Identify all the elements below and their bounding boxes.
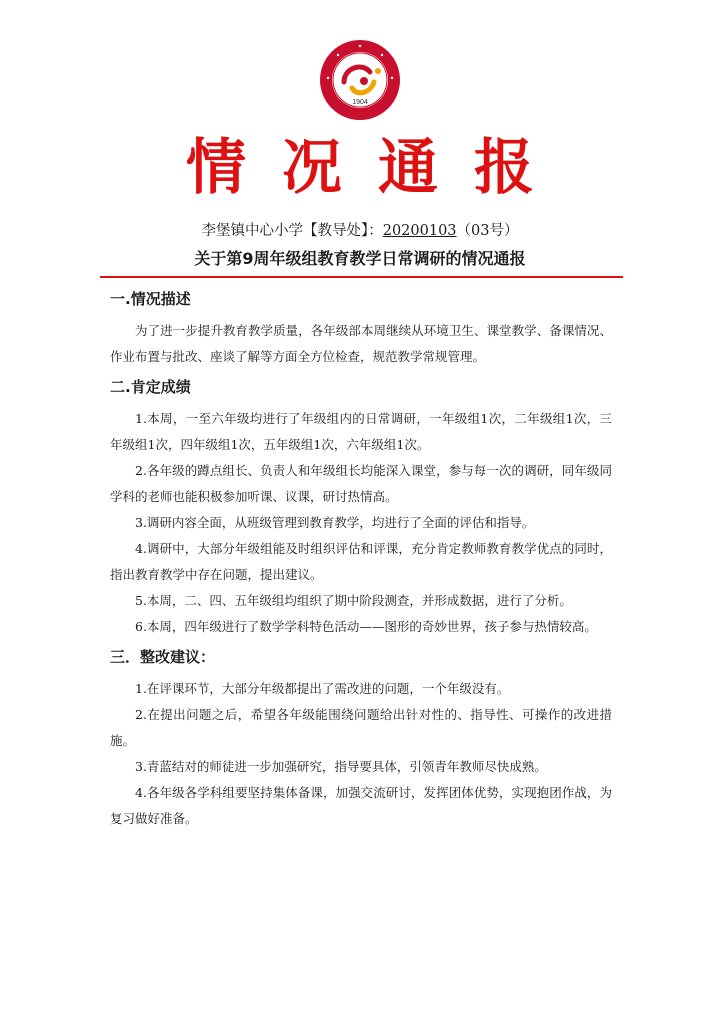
section-achievements [110, 376, 612, 640]
document-subtitle: 关于第9周年级组教育教学日常调研的情况通报 [194, 249, 526, 268]
list-item: 4.调研中，大部分年级组能及时组织评估和评课，充分肯定教师教育教学优点的同时，指出教育教学中存在问题，提出建议。 [110, 541, 612, 582]
section-heading: 一.情况描述 [110, 290, 191, 308]
list-item: 5.本周，二、四、五年级组均组织了期中阶段测查，并形成数据，进行了分析。 [135, 593, 572, 608]
section-situation [110, 288, 612, 370]
issuer-label: 李堡镇中心小学【教导处】： [201, 223, 383, 239]
logo-year: 1904 [352, 99, 368, 106]
school-seal-icon [318, 38, 402, 122]
list-item: 1.在评课环节，大部分年级都提出了需改进的问题，一个年级没有。 [135, 681, 510, 696]
document-issue: （03号） [456, 223, 519, 239]
list-item: 6.本周，四年级进行了数学学科特色活动——图形的奇妙世界，孩子参与热情较高。 [135, 619, 597, 634]
section-heading: 三．整改建议： [110, 648, 216, 666]
document-title: 情况通报 [186, 133, 570, 203]
header-divider [100, 276, 623, 278]
section-heading: 二.肯定成绩 [110, 378, 191, 396]
list-item: 2.各年级的蹲点组长、负责人和年级组长均能深入课堂，参与每一次的调研，同年级同学科的老师也能积极参加听课、议课，研讨热情高。 [110, 463, 612, 504]
paragraph: 为了进一步提升教育教学质量，各年级部本周继续从环境卫生、课堂教学、备课情况、作业布置与批改、座谈了解等方面全方位检查，规范教学常规管理。 [110, 323, 612, 364]
document-number-line [0, 220, 720, 242]
list-item: 4.各年级各学科组要坚持集体备课，加强交流研讨，发挥团体优势，实现抱团作战，为复习做好准备。 [110, 785, 612, 826]
document-body [110, 288, 612, 838]
section-suggestions [110, 646, 612, 832]
list-item: 2.在提出问题之后，希望各年级能围绕问题给出针对性的、指导性、可操作的改进措施。 [110, 707, 612, 748]
list-item: 3.青蓝结对的师徒进一步加强研究，指导要具体，引领青年教师尽快成熟。 [135, 759, 547, 774]
document-number: 20200103 [382, 223, 457, 239]
list-item: 1.本周，一至六年级均进行了年级组内的日常调研，一年级组1次，二年级组1次，三年级组1次，四年级组1次，五年级组1次，六年级组1次。 [110, 411, 612, 452]
school-seal-logo [318, 38, 402, 122]
list-item: 3.调研内容全面，从班级管理到教育教学，均进行了全面的评估和指导。 [135, 515, 535, 530]
